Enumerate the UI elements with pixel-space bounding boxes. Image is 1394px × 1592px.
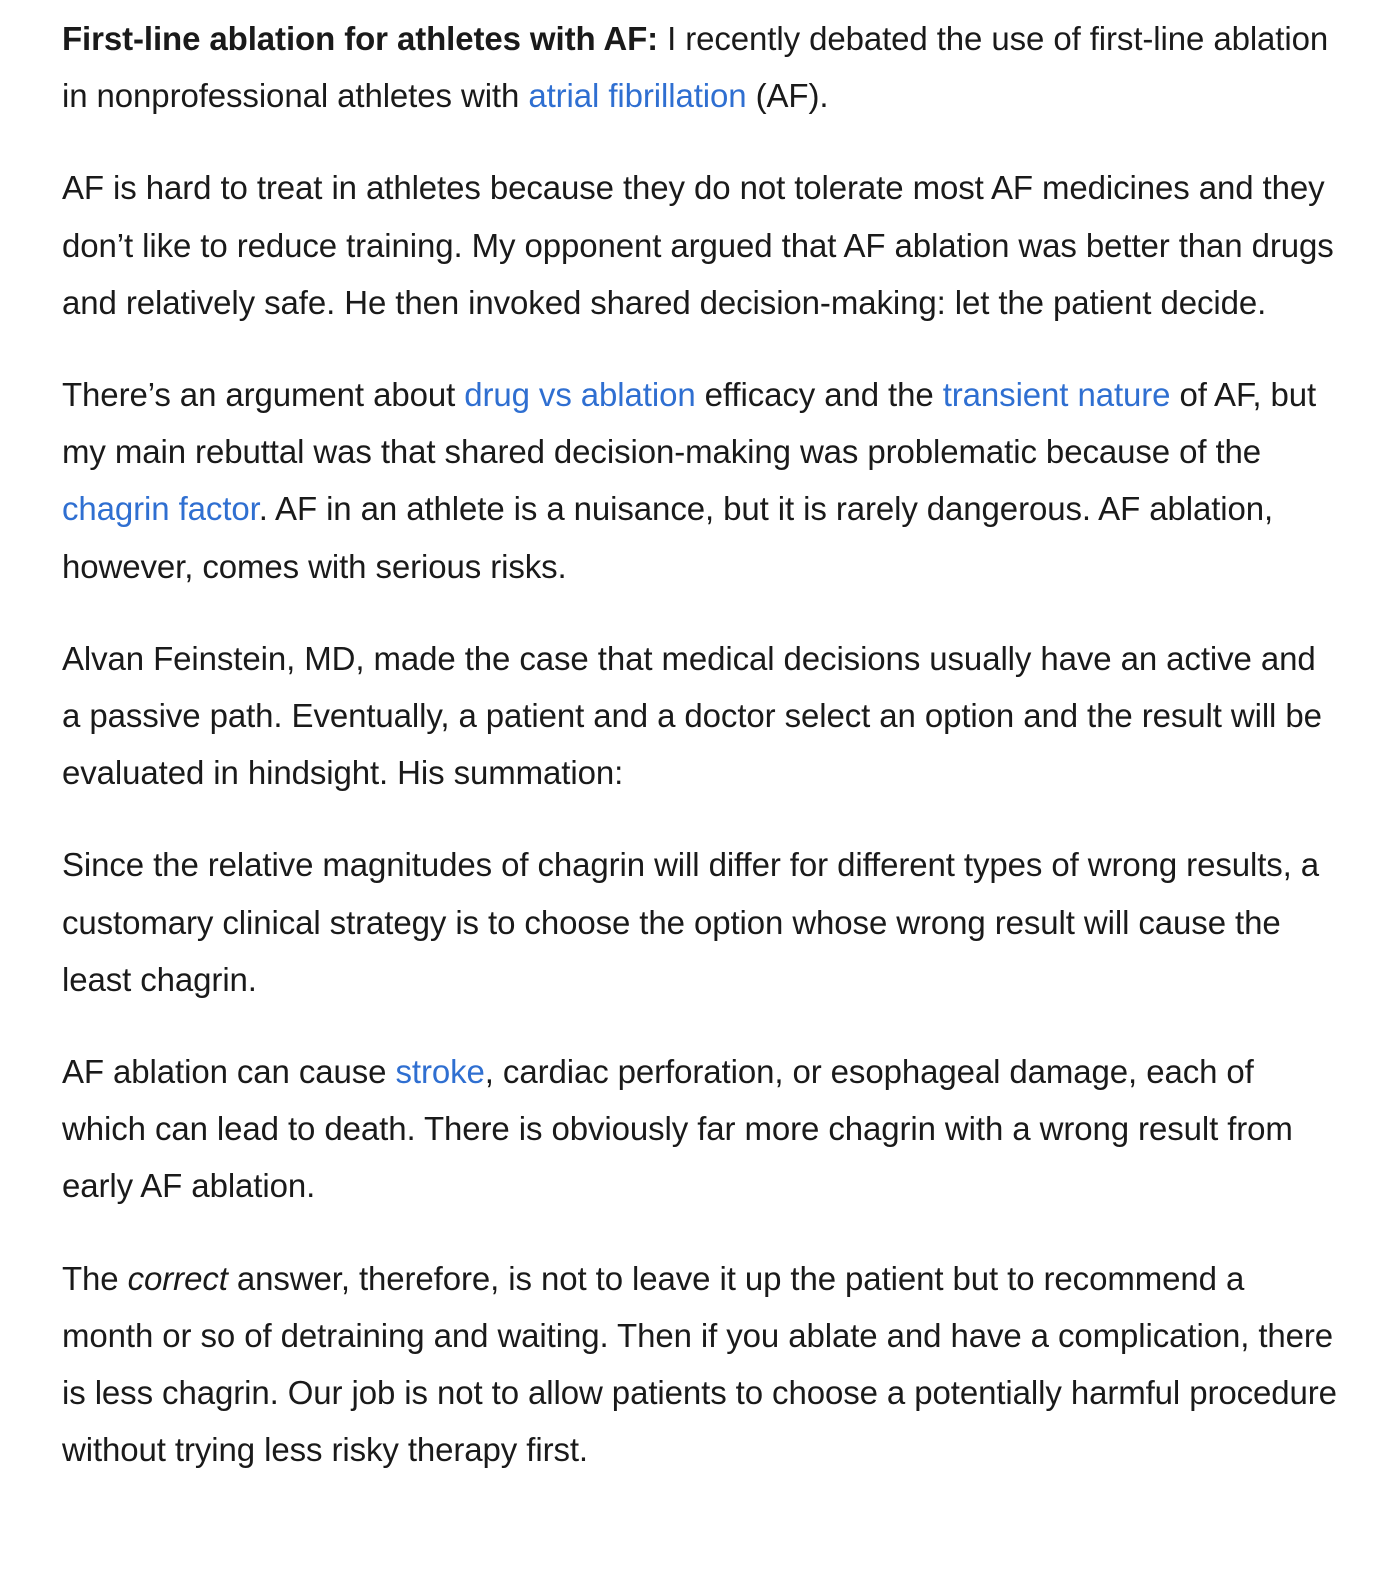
paragraph-text: There’s an argument about [62, 376, 465, 414]
paragraph-feinstein: Alvan Feinstein, MD, made the case that medical decisions usually have an active and a passive path. Eventually, a patient and a doctor select an option and the result will be evaluated in hindsight. His summation: [62, 639, 1322, 792]
link-transient-nature[interactable]: transient nature [942, 376, 1171, 414]
paragraph-conclusion [62, 1250, 1340, 1479]
paragraph-text: The [62, 1259, 128, 1297]
link-stroke[interactable]: stroke [395, 1053, 485, 1091]
paragraph-risks [62, 1043, 1340, 1215]
paragraph-text: I recently debated the use of first-line ablation in nonprofessional athletes with [62, 20, 1329, 115]
paragraph-text: AF ablation can cause [62, 1053, 396, 1091]
paragraph-quote: Since the relative magnitudes of chagrin will differ for different types of wrong results, a customary clinical strategy is to choose the option whose wrong result will cause the least chagrin. [62, 846, 1320, 998]
lead-heading: First-line ablation for athletes with AF: [62, 20, 659, 57]
link-chagrin-factor[interactable]: chagrin factor [62, 490, 259, 528]
paragraph-text: of AF, but my main rebuttal was that shared decision-making was problematic because of the [62, 376, 1317, 471]
paragraph-text: . AF in an athlete is a nuisance, but it is rarely dangerous. AF ablation, however, comes with serious risks. [62, 490, 1274, 585]
article-body [62, 10, 1340, 1513]
paragraph-text: , cardiac perforation, or esophageal damage, each of which can lead to death. There is obviously far more chagrin with a wrong result from early AF ablation. [62, 1053, 1293, 1205]
paragraph-first-line-ablation [62, 10, 1340, 124]
paragraph-text: efficacy and the [695, 376, 943, 414]
link-drug-vs-ablation[interactable]: drug vs ablation [464, 376, 696, 414]
emphasis-correct: correct [127, 1259, 228, 1297]
paragraph-rebuttal [62, 366, 1340, 595]
paragraph-text: answer, therefore, is not to leave it up the patient but to recommend a month or so of detraining and waiting. Then if you ablate and have a complication, there is less chagrin. Our job is not to allow patients to choose a potentially harmful procedure without trying less risky therapy first. [62, 1259, 1337, 1469]
link-atrial-fibrillation[interactable]: atrial fibrillation [528, 77, 747, 115]
paragraph-text: (AF). [746, 77, 829, 115]
paragraph-athletes: AF is hard to treat in athletes because they do not tolerate most AF medicines and they don’t like to reduce training. My opponent argued that AF ablation was better than drugs and relatively safe. He then invoked shared decision-making: let the patient decide. [62, 169, 1334, 321]
